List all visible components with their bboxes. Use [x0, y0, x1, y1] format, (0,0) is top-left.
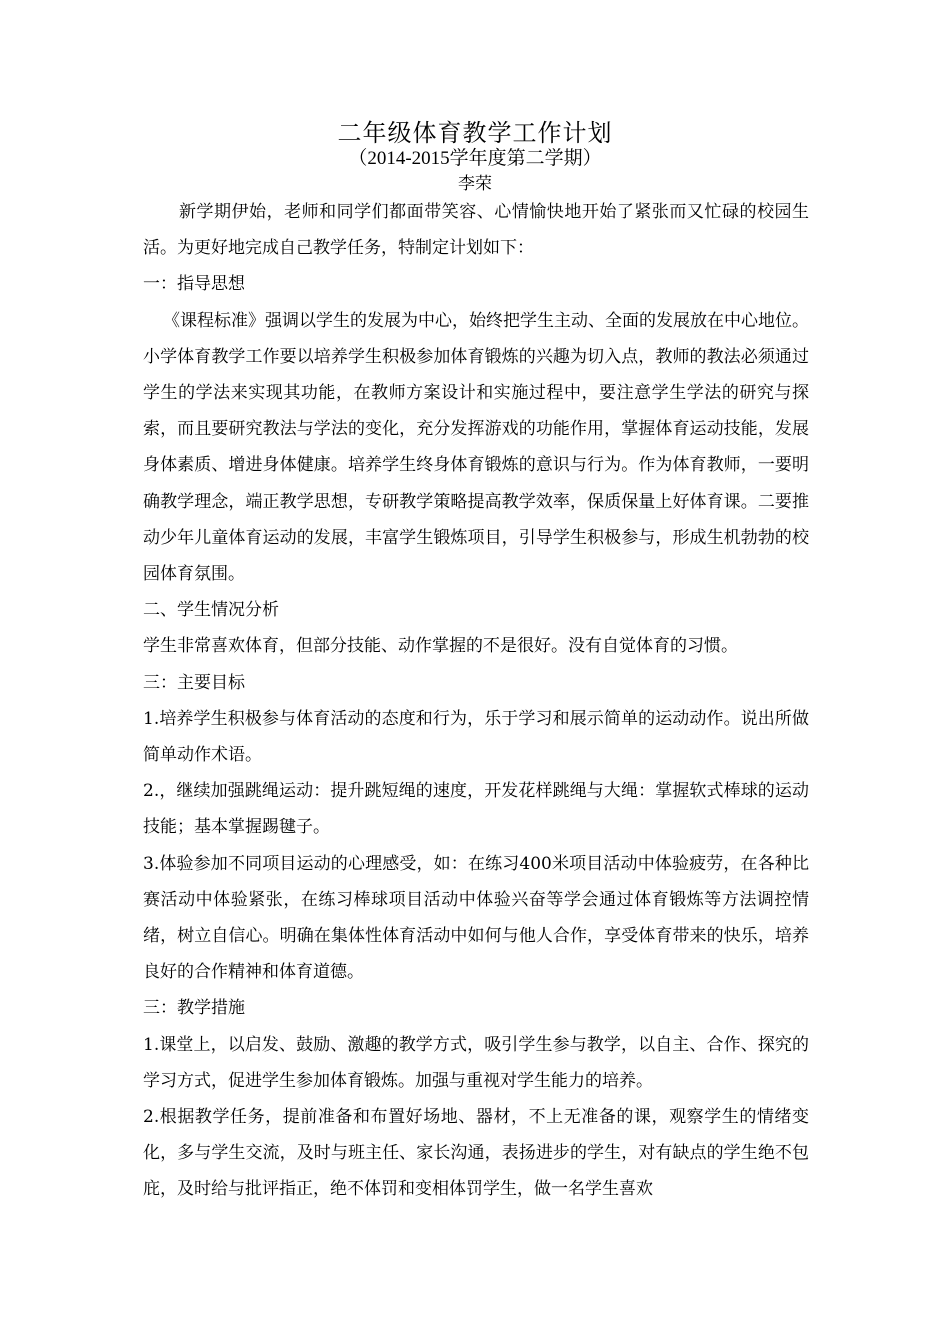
- section-heading-teaching-measures: 三：教学措施: [143, 998, 245, 1019]
- goal-item-2: 2.，继续加强跳绳运动：提升跳短绳的速度，开发花样跳绳与大绳：掌握软式棒球的运动技能；基本掌握踢毽子。: [143, 781, 809, 838]
- section-heading-guiding-ideology: 一：指导思想: [143, 274, 245, 295]
- goal-item-1: 1.培养学生积极参与体育活动的态度和行为，乐于学习和展示简单的运动动作。说出所做简单动作术语。: [143, 708, 809, 766]
- document-author: 李荣: [458, 174, 492, 194]
- measure-item-2: 2.根据教学任务，提前准备和布置好场地、器材，不上无准备的课，观察学生的情绪变化，多与学生交流，及时与班主任、家长沟通，表扬进步的学生，对有缺点的学生绝不包庇，及时给与批评指正，绝不体罚和变相体罚学生，做一名学生喜欢: [143, 1107, 809, 1200]
- guiding-ideology-paragraph: 《课程标准》强调以学生的发展为中心，始终把学生主动、全面的发展放在中心地位。小学体育教学工作要以培养学生积极参加体育锻炼的兴趣为切入点，教师的教法必须通过学生的学法来实现其功能，在教师方案设计和实施过程中，要注意学生学法的研究与探索，而且要研究教法与学法的变化，充分发挥游戏的功能作用，掌握体育运动技能，发展身体素质、增进身体健康。培养学生终身体育锻炼的意识与行为。作为体育教师，一要明确教学理念，端正教学思想，专研教学策略提高教学效率，保质保量上好体育课。二要推动少年儿童体育运动的发展，丰富学生锻炼项目，引导学生积极参与，形成生机勃勃的校园体育氛围。: [143, 310, 809, 585]
- document-subtitle: （2014-2015学年度第二学期）: [348, 148, 602, 169]
- document-title: 二年级体育教学工作计划: [337, 119, 613, 147]
- intro-paragraph: 新学期伊始，老师和同学们都面带笑容、心情愉快地开始了紧张而又忙碌的校园生活。为更好地完成自己教学任务，特制定计划如下：: [143, 202, 809, 259]
- section-heading-student-analysis: 二、学生情况分析: [143, 600, 279, 621]
- goal-item-3: 3.体验参加不同项目运动的心理感受，如：在练习400米项目活动中体验疲劳，在各种比赛活动中体验紧张，在练习棒球项目活动中体验兴奋等学会通过体育锻炼等方法调控情绪，树立自信心。明确在集体性体育活动中如何与他人合作，享受体育带来的快乐，培养良好的合作精神和体育道德。: [143, 853, 809, 983]
- section-heading-main-goals: 三：主要目标: [143, 672, 245, 693]
- document-body: [143, 194, 809, 1208]
- measure-item-1: 1.课堂上，以启发、鼓励、激趣的教学方式，吸引学生参与教学，以自主、合作、探究的学习方式，促进学生参加体育锻炼。加强与重视对学生能力的培养。: [143, 1034, 809, 1091]
- student-analysis-paragraph: 学生非常喜欢体育，但部分技能、动作掌握的不是很好。没有自觉体育的习惯。: [143, 636, 738, 657]
